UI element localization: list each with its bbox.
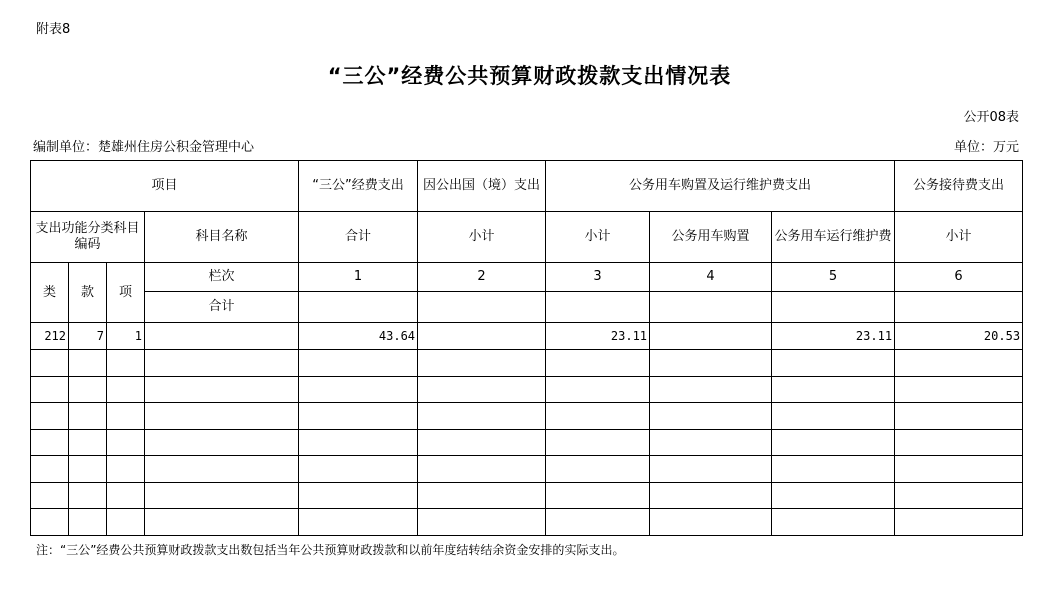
header-kuan: 款 bbox=[69, 263, 107, 323]
total-row-label: 合计 bbox=[145, 292, 299, 323]
cell-car-operation: 23.11 bbox=[772, 323, 895, 350]
header-reception-subtotal: 小计 bbox=[895, 212, 1023, 263]
cell-sangong: 43.64 bbox=[299, 323, 418, 350]
header-subject-name: 科目名称 bbox=[145, 212, 299, 263]
header-lei: 类 bbox=[31, 263, 69, 323]
col-num-1: 1 bbox=[299, 263, 418, 292]
table-code: 公开08表 bbox=[963, 110, 1019, 125]
cell-xiang: 1 bbox=[107, 323, 145, 350]
cell-car-subtotal: 23.11 bbox=[546, 323, 650, 350]
empty-table-row bbox=[31, 350, 1023, 377]
currency-unit: 单位：万元 bbox=[953, 140, 1019, 155]
header-lanci: 栏次 bbox=[145, 263, 299, 292]
cell-lei: 212 bbox=[31, 323, 69, 350]
empty-table-row bbox=[31, 509, 1023, 536]
header-car-subtotal: 小计 bbox=[546, 212, 650, 263]
col-num-6: 6 bbox=[895, 263, 1023, 292]
page-title: “三公”经费公共预算财政拨款支出情况表 bbox=[327, 64, 732, 88]
empty-table-row bbox=[31, 376, 1023, 403]
col-num-2: 2 bbox=[418, 263, 546, 292]
cell-kuan: 7 bbox=[69, 323, 107, 350]
col-num-4: 4 bbox=[650, 263, 772, 292]
cell-car-purchase bbox=[650, 323, 772, 350]
col-num-5: 5 bbox=[772, 263, 895, 292]
header-car: 公务用车购置及运行维护费支出 bbox=[546, 161, 895, 212]
footnote: 注：“三公”经费公共预算财政拨款支出数包括当年公共预算财政拨款和以前年度结转结余资金安排的实际支出。 bbox=[36, 543, 625, 557]
header-car-operation: 公务用车运行维护费 bbox=[772, 212, 895, 263]
header-func-code: 支出功能分类科目编码 bbox=[31, 212, 145, 263]
empty-table-row bbox=[31, 403, 1023, 430]
header-xiang: 项 bbox=[107, 263, 145, 323]
empty-table-row bbox=[31, 456, 1023, 483]
header-item: 项目 bbox=[31, 161, 299, 212]
expenditure-table bbox=[30, 160, 1023, 536]
col-num-3: 3 bbox=[546, 263, 650, 292]
empty-table-row bbox=[31, 429, 1023, 456]
header-abroad: 因公出国（境）支出 bbox=[418, 161, 546, 212]
compiling-unit: 编制单位：楚雄州住房公积金管理中心 bbox=[33, 140, 255, 155]
header-reception: 公务接待费支出 bbox=[895, 161, 1023, 212]
header-total: 合计 bbox=[299, 212, 418, 263]
attachment-label: 附表8 bbox=[36, 22, 71, 37]
table-row bbox=[31, 323, 1023, 350]
header-car-purchase: 公务用车购置 bbox=[650, 212, 772, 263]
cell-name bbox=[145, 323, 299, 350]
cell-reception: 20.53 bbox=[895, 323, 1023, 350]
cell-abroad bbox=[418, 323, 546, 350]
header-abroad-subtotal: 小计 bbox=[418, 212, 546, 263]
header-sangong: “三公”经费支出 bbox=[299, 161, 418, 212]
empty-table-row bbox=[31, 482, 1023, 509]
